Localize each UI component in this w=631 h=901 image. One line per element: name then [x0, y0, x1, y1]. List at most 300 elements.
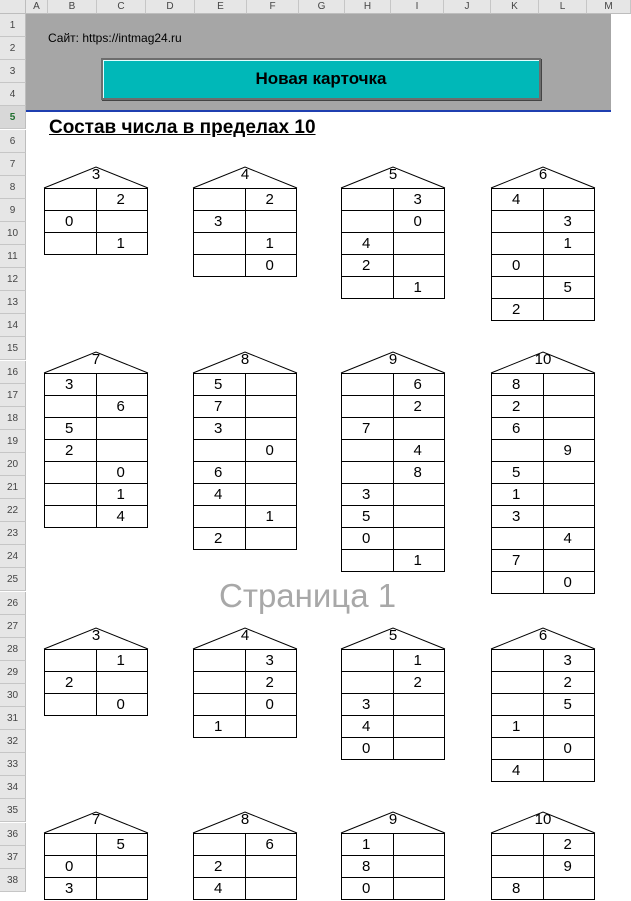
house-row: [194, 462, 297, 484]
house-cell[interactable]: [543, 374, 595, 396]
row-header[interactable]: 30: [0, 684, 26, 707]
house-row: [342, 506, 445, 528]
house-cell[interactable]: 5: [492, 462, 544, 484]
house-cell[interactable]: 8: [393, 462, 445, 484]
row-header[interactable]: 36: [0, 823, 26, 846]
house-cell[interactable]: 2: [492, 299, 544, 321]
house-cell[interactable]: [492, 672, 544, 694]
house-cell[interactable]: [96, 878, 148, 900]
house-cell[interactable]: [543, 418, 595, 440]
house-cell[interactable]: [96, 418, 148, 440]
house-cell[interactable]: 8: [342, 856, 394, 878]
house-cell[interactable]: 1: [96, 484, 148, 506]
house-row: [342, 834, 445, 856]
house-row: [492, 738, 595, 760]
row-header[interactable]: 38: [0, 869, 26, 892]
house-cell[interactable]: 0: [96, 462, 148, 484]
house-cell[interactable]: [492, 738, 544, 760]
house-cell[interactable]: [393, 233, 445, 255]
house-cell[interactable]: 3: [543, 211, 595, 233]
house-table: [44, 373, 148, 528]
house-number: 6: [538, 166, 548, 183]
house-cell[interactable]: [342, 550, 394, 572]
house-cell[interactable]: 1: [393, 550, 445, 572]
house-cell[interactable]: [543, 299, 595, 321]
house-row: [342, 396, 445, 418]
house-table: [44, 188, 148, 255]
house-number: 8: [240, 351, 250, 368]
house-row: [194, 211, 297, 233]
house-cell[interactable]: 0: [342, 528, 394, 550]
row-header[interactable]: 19: [0, 430, 26, 453]
house-cell[interactable]: 2: [96, 189, 148, 211]
house-cell[interactable]: 9: [543, 856, 595, 878]
row-header[interactable]: 31: [0, 707, 26, 730]
house-cell[interactable]: [245, 484, 297, 506]
house-cell[interactable]: 3: [492, 506, 544, 528]
house-cell[interactable]: [393, 694, 445, 716]
house-table: [193, 188, 297, 277]
house-row: [342, 440, 445, 462]
house-cell[interactable]: [245, 462, 297, 484]
house-cell[interactable]: [492, 856, 544, 878]
house-cell[interactable]: 5: [543, 694, 595, 716]
house-cell[interactable]: 4: [342, 716, 394, 738]
house-row: [45, 233, 148, 255]
house-cell[interactable]: [393, 528, 445, 550]
house-cell[interactable]: 1: [194, 716, 246, 738]
new-card-button[interactable]: Новая карточка: [101, 58, 541, 100]
row-header[interactable]: 4: [0, 83, 26, 106]
house-cell[interactable]: 0: [543, 738, 595, 760]
house-row: [342, 255, 445, 277]
house-cell[interactable]: 1: [96, 233, 148, 255]
house-row: [492, 672, 595, 694]
house-number: 10: [534, 351, 552, 368]
row-header[interactable]: 29: [0, 661, 26, 684]
house-cell[interactable]: 2: [245, 672, 297, 694]
house-cell[interactable]: 1: [393, 277, 445, 299]
column-header[interactable]: H: [345, 0, 391, 14]
house-cell[interactable]: [45, 189, 97, 211]
row-header[interactable]: 34: [0, 776, 26, 799]
row-header[interactable]: 22: [0, 499, 26, 522]
row-header[interactable]: 16: [0, 361, 26, 384]
house-cell[interactable]: [245, 418, 297, 440]
house-cell[interactable]: [194, 672, 246, 694]
house-row: [194, 233, 297, 255]
house-cell[interactable]: [45, 694, 97, 716]
house-row: [45, 856, 148, 878]
house-cell[interactable]: 3: [194, 211, 246, 233]
house-cell[interactable]: [45, 484, 97, 506]
column-header[interactable]: L: [539, 0, 587, 14]
house-cell[interactable]: [492, 572, 544, 594]
row-header[interactable]: 26: [0, 592, 26, 615]
house-row: [194, 374, 297, 396]
house-cell[interactable]: 2: [194, 528, 246, 550]
house-row: [342, 484, 445, 506]
house-cell[interactable]: [342, 211, 394, 233]
house-cell[interactable]: 8: [492, 878, 544, 900]
house-cell[interactable]: 0: [393, 211, 445, 233]
house-cell[interactable]: [342, 374, 394, 396]
column-header[interactable]: G: [299, 0, 345, 14]
house-cell[interactable]: [393, 716, 445, 738]
row-header[interactable]: 25: [0, 568, 26, 591]
house-cell[interactable]: 1: [543, 233, 595, 255]
house-cell[interactable]: 6: [393, 374, 445, 396]
house-cell[interactable]: [543, 550, 595, 572]
house-row: [194, 440, 297, 462]
house-row: [45, 672, 148, 694]
house-row: [342, 233, 445, 255]
house-row: [342, 374, 445, 396]
row-header[interactable]: 12: [0, 268, 26, 291]
house-cell[interactable]: 2: [393, 672, 445, 694]
house-number: 9: [388, 811, 398, 828]
house-cell[interactable]: [393, 506, 445, 528]
house-cell[interactable]: [96, 672, 148, 694]
house-cell[interactable]: [543, 760, 595, 782]
column-header[interactable]: J: [444, 0, 491, 14]
house-row: [194, 694, 297, 716]
house-row: [342, 672, 445, 694]
house-cell[interactable]: 0: [245, 255, 297, 277]
house-table: [491, 833, 595, 900]
house-cell[interactable]: 2: [393, 396, 445, 418]
house-row: [45, 189, 148, 211]
house-cell[interactable]: [245, 856, 297, 878]
row-header[interactable]: 18: [0, 407, 26, 430]
row-header[interactable]: 2: [0, 37, 26, 60]
row-header[interactable]: 14: [0, 314, 26, 337]
house-cell[interactable]: 0: [342, 738, 394, 760]
row-header[interactable]: 5: [0, 106, 26, 129]
house-cell[interactable]: [45, 462, 97, 484]
house-row: [492, 418, 595, 440]
column-header[interactable]: D: [146, 0, 195, 14]
house-cell[interactable]: [393, 484, 445, 506]
row-header[interactable]: 32: [0, 730, 26, 753]
house-cell[interactable]: 0: [96, 694, 148, 716]
row-header[interactable]: 13: [0, 291, 26, 314]
house-row: [45, 834, 148, 856]
page-watermark: Страница 1: [219, 577, 397, 614]
house-table: [491, 188, 595, 321]
house-cell[interactable]: 7: [342, 418, 394, 440]
house-cell[interactable]: 3: [342, 694, 394, 716]
house-cell[interactable]: [543, 255, 595, 277]
house-cell[interactable]: [194, 189, 246, 211]
row-header[interactable]: 35: [0, 799, 26, 822]
column-header[interactable]: K: [491, 0, 539, 14]
house-row: [45, 440, 148, 462]
row-header[interactable]: 37: [0, 846, 26, 869]
house-cell[interactable]: [543, 462, 595, 484]
house-cell[interactable]: 3: [194, 418, 246, 440]
house-row: [45, 374, 148, 396]
house-cell[interactable]: [245, 374, 297, 396]
house-cell[interactable]: [543, 396, 595, 418]
house-cell[interactable]: 4: [194, 878, 246, 900]
row-header[interactable]: 15: [0, 337, 26, 360]
column-header[interactable]: M: [587, 0, 631, 14]
row-header[interactable]: 11: [0, 245, 26, 268]
select-all-corner[interactable]: [0, 0, 26, 14]
house-table: [44, 833, 148, 900]
house-cell[interactable]: [492, 650, 544, 672]
house-cell[interactable]: [194, 650, 246, 672]
house-row: [194, 396, 297, 418]
house-cell[interactable]: 0: [543, 572, 595, 594]
house-cell[interactable]: 3: [543, 650, 595, 672]
house-cell[interactable]: 5: [342, 506, 394, 528]
house-number: 4: [240, 166, 250, 183]
house-cell[interactable]: 5: [96, 834, 148, 856]
house-cell[interactable]: [245, 878, 297, 900]
house-cell[interactable]: [342, 396, 394, 418]
house-cell[interactable]: 3: [393, 189, 445, 211]
house-cell[interactable]: 7: [194, 396, 246, 418]
house-cell[interactable]: 4: [492, 189, 544, 211]
house-cell[interactable]: [45, 506, 97, 528]
house-cell[interactable]: [342, 440, 394, 462]
house-cell[interactable]: [393, 856, 444, 878]
house-cell[interactable]: [492, 211, 544, 233]
row-header[interactable]: 21: [0, 476, 26, 499]
house-row: [194, 528, 297, 550]
house-row: [194, 255, 297, 277]
house-cell[interactable]: 6: [194, 462, 246, 484]
row-header[interactable]: 7: [0, 153, 26, 176]
house-cell[interactable]: 2: [245, 189, 297, 211]
house-row: [342, 550, 445, 572]
column-header[interactable]: C: [97, 0, 146, 14]
house-cell[interactable]: [393, 834, 444, 856]
house-cell[interactable]: [543, 878, 595, 900]
house-cell[interactable]: [96, 856, 148, 878]
house-cell[interactable]: 2: [45, 440, 97, 462]
house-table: [193, 833, 297, 900]
house-cell[interactable]: 7: [492, 550, 544, 572]
house-row: [492, 834, 595, 856]
house-cell[interactable]: [342, 277, 394, 299]
house-cell[interactable]: 6: [492, 418, 544, 440]
house-cell[interactable]: 1: [393, 650, 445, 672]
house-cell[interactable]: 0: [342, 878, 394, 900]
house-cell[interactable]: 2: [45, 672, 97, 694]
house-cell[interactable]: [393, 738, 445, 760]
house-row: [492, 760, 595, 782]
house-cell[interactable]: 0: [492, 255, 544, 277]
house-table: [341, 649, 445, 760]
house-row: [492, 716, 595, 738]
house-number: 7: [91, 811, 101, 828]
row-header[interactable]: 24: [0, 545, 26, 568]
site-label: Сайт: https://intmag24.ru: [48, 31, 182, 45]
house-row: [342, 189, 445, 211]
house-cell[interactable]: [342, 462, 394, 484]
column-header[interactable]: E: [195, 0, 247, 14]
column-header[interactable]: A: [26, 0, 48, 14]
house-cell[interactable]: 4: [194, 484, 246, 506]
house-row: [342, 211, 445, 233]
house-cell[interactable]: [492, 834, 544, 856]
row-header[interactable]: 1: [0, 14, 26, 37]
house-cell[interactable]: 6: [96, 396, 148, 418]
house-cell[interactable]: 0: [45, 856, 97, 878]
house-cell[interactable]: [194, 506, 246, 528]
house-cell[interactable]: [543, 506, 595, 528]
house-row: [492, 440, 595, 462]
house-cell[interactable]: [492, 277, 544, 299]
house-cell[interactable]: [492, 528, 544, 550]
column-header[interactable]: I: [391, 0, 444, 14]
house-cell[interactable]: [543, 189, 595, 211]
house-cell[interactable]: [342, 672, 394, 694]
house-cell[interactable]: [245, 716, 297, 738]
house-cell[interactable]: [45, 834, 97, 856]
house-row: [492, 462, 595, 484]
house-row: [45, 506, 148, 528]
house-cell[interactable]: [194, 255, 246, 277]
house-cell[interactable]: 9: [543, 440, 595, 462]
row-header[interactable]: 23: [0, 522, 26, 545]
house-cell[interactable]: 4: [393, 440, 445, 462]
house-cell[interactable]: 1: [492, 484, 544, 506]
house-row: [492, 572, 595, 594]
house-table: [491, 649, 595, 782]
house-table: [491, 373, 595, 594]
house-cell[interactable]: [543, 716, 595, 738]
house-cell[interactable]: [194, 233, 246, 255]
house-cell[interactable]: 1: [245, 506, 297, 528]
house-cell[interactable]: [45, 233, 97, 255]
house-table: [193, 649, 297, 738]
house-row: [492, 528, 595, 550]
house-cell[interactable]: 2: [342, 255, 394, 277]
house-cell[interactable]: 8: [492, 374, 544, 396]
house-cell[interactable]: 5: [45, 418, 97, 440]
house-cell[interactable]: 2: [543, 834, 595, 856]
row-header[interactable]: 9: [0, 199, 26, 222]
house-row: [492, 255, 595, 277]
row-header[interactable]: 28: [0, 638, 26, 661]
house-cell[interactable]: 4: [96, 506, 148, 528]
house-cell[interactable]: [194, 834, 246, 856]
house-cell[interactable]: 1: [492, 716, 544, 738]
row-header[interactable]: 10: [0, 222, 26, 245]
house-cell[interactable]: [245, 211, 297, 233]
house-row: [492, 299, 595, 321]
house-row: [45, 694, 148, 716]
house-cell[interactable]: [492, 440, 544, 462]
house-cell[interactable]: 3: [45, 374, 97, 396]
row-header[interactable]: 27: [0, 615, 26, 638]
row-header[interactable]: 3: [0, 60, 26, 83]
house-row: [342, 528, 445, 550]
house-cell[interactable]: [492, 694, 544, 716]
house-row: [342, 878, 445, 900]
row-header[interactable]: 20: [0, 453, 26, 476]
house-row: [492, 211, 595, 233]
house-cell[interactable]: 2: [194, 856, 246, 878]
house-cell[interactable]: 6: [245, 834, 297, 856]
house-row: [492, 694, 595, 716]
house-row: [194, 716, 297, 738]
house-number: 3: [91, 627, 101, 644]
house-row: [194, 650, 297, 672]
house-cell[interactable]: 3: [342, 484, 394, 506]
house-row: [45, 211, 148, 233]
house-cell[interactable]: [96, 211, 148, 233]
house-cell[interactable]: [393, 878, 444, 900]
house-cell[interactable]: [342, 189, 394, 211]
house-row: [492, 856, 595, 878]
house-cell[interactable]: [194, 440, 246, 462]
column-header[interactable]: B: [48, 0, 97, 14]
house-cell[interactable]: [393, 255, 445, 277]
house-cell[interactable]: 4: [342, 233, 394, 255]
house-row: [194, 418, 297, 440]
house-cell[interactable]: 2: [492, 396, 544, 418]
house-cell[interactable]: [245, 528, 297, 550]
house-cell[interactable]: [45, 396, 97, 418]
house-cell[interactable]: [96, 440, 148, 462]
house-cell[interactable]: [245, 396, 297, 418]
house-row: [492, 484, 595, 506]
row-header[interactable]: 8: [0, 176, 26, 199]
row-header[interactable]: 33: [0, 753, 26, 776]
house-cell[interactable]: [96, 374, 148, 396]
row-header[interactable]: 6: [0, 130, 26, 153]
house-cell[interactable]: 4: [492, 760, 544, 782]
house-cell[interactable]: [194, 694, 246, 716]
house-cell[interactable]: 5: [543, 277, 595, 299]
house-cell[interactable]: [393, 418, 445, 440]
house-number: 3: [91, 166, 101, 183]
house-number: 5: [388, 166, 398, 183]
house-cell[interactable]: [543, 484, 595, 506]
house-cell[interactable]: 0: [45, 211, 97, 233]
house-cell[interactable]: 1: [245, 233, 297, 255]
house-row: [45, 484, 148, 506]
house-cell[interactable]: 0: [245, 694, 297, 716]
row-header[interactable]: 17: [0, 384, 26, 407]
house-cell[interactable]: 1: [342, 834, 394, 856]
house-cell[interactable]: 1: [96, 650, 148, 672]
house-cell[interactable]: [492, 233, 544, 255]
house-cell[interactable]: [45, 650, 97, 672]
house-row: [194, 878, 297, 900]
house-table: [44, 649, 148, 716]
house-number: 9: [388, 351, 398, 368]
house-cell[interactable]: 4: [543, 528, 595, 550]
house-row: [194, 672, 297, 694]
house-cell[interactable]: [342, 650, 394, 672]
house-cell[interactable]: 0: [245, 440, 297, 462]
page-title: Состав числа в пределах 10: [49, 117, 316, 138]
house-cell[interactable]: 3: [45, 878, 97, 900]
house-row: [45, 650, 148, 672]
house-number: 8: [240, 811, 250, 828]
column-header[interactable]: F: [247, 0, 299, 14]
house-cell[interactable]: 5: [194, 374, 246, 396]
house-cell[interactable]: 2: [543, 672, 595, 694]
house-row: [492, 878, 595, 900]
house-cell[interactable]: 3: [245, 650, 297, 672]
